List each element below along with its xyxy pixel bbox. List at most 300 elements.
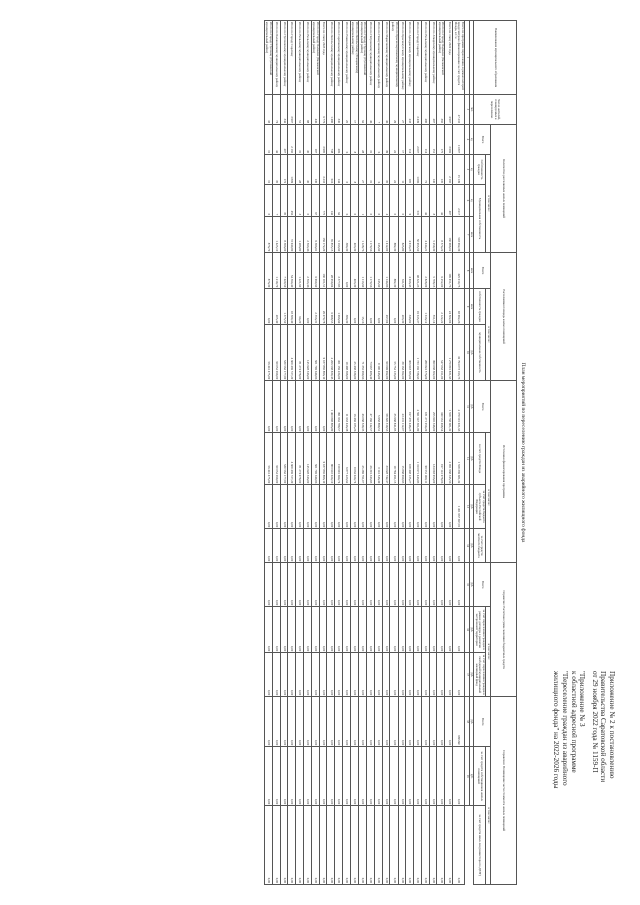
value-cell: 27 bbox=[398, 95, 406, 125]
value-cell: 451 159 234,00 bbox=[335, 325, 343, 381]
value-cell: 876,70 bbox=[264, 217, 272, 253]
value-cell: 0,00 bbox=[280, 381, 288, 433]
value-cell: 0,00 bbox=[272, 563, 280, 607]
value-cell: 7 020,50 bbox=[280, 253, 288, 289]
value-cell: 0,00 bbox=[445, 806, 453, 885]
col-header-area-group: Расселяемая площадь жилых помещений bbox=[491, 253, 517, 381]
value-cell: 530 562 177,00 bbox=[280, 325, 288, 381]
value-cell: 340 561 498,54 bbox=[437, 381, 445, 433]
unit-cell: ед. bbox=[469, 155, 474, 185]
value-cell: 106 451,76 bbox=[445, 253, 453, 289]
value-cell: 42 bbox=[437, 185, 445, 217]
value-cell: 0,00 bbox=[437, 747, 445, 806]
column-number-cell: 1 bbox=[465, 21, 470, 95]
value-cell: 16 466 185,26 bbox=[350, 381, 358, 433]
header-line: "Переселение граждан из аварийного bbox=[561, 671, 570, 786]
col-header-area-private: собственность граждан bbox=[474, 289, 486, 325]
table-row bbox=[445, 21, 453, 885]
value-cell: 2 951 968 345,56 bbox=[445, 433, 453, 485]
municipality-name-cell: Итого по Городу Саратову bbox=[288, 21, 296, 95]
value-cell: 0,00 bbox=[390, 289, 398, 325]
value-cell: 0,00 bbox=[311, 607, 319, 653]
value-cell: 22 bbox=[390, 155, 398, 185]
value-cell: 0,00 bbox=[343, 485, 351, 529]
value-cell: 0,00 bbox=[280, 563, 288, 607]
value-cell: 4 444,21 bbox=[421, 217, 429, 253]
value-cell: 0,00 bbox=[350, 697, 358, 747]
value-cell: 0,00 bbox=[429, 529, 437, 563]
value-cell: 1 425,10 bbox=[272, 217, 280, 253]
value-cell: 0,00 bbox=[303, 697, 311, 747]
value-cell: 738 bbox=[327, 125, 335, 155]
col-header-ref-comp-b: за счет средств иных лиц (инвестора по ДРЗТ) bbox=[474, 806, 486, 885]
value-cell: 9 100 446,00 bbox=[374, 325, 382, 381]
value-cell: 0,00 bbox=[319, 563, 327, 607]
value-cell: 17 bbox=[398, 125, 406, 155]
value-cell: 0,00 bbox=[296, 485, 304, 529]
value-cell: 0,00 bbox=[367, 563, 375, 607]
value-cell: 531 bbox=[414, 185, 422, 217]
col-header-name: Наименование муниципального образования bbox=[474, 21, 517, 95]
table-row bbox=[414, 21, 422, 885]
value-cell: 0,00 bbox=[382, 563, 390, 607]
value-cell: 31 bbox=[296, 125, 304, 155]
value-cell: 0,00 bbox=[367, 485, 375, 529]
column-number-cell: 11 bbox=[465, 381, 470, 433]
value-cell: 26 301 343,83 bbox=[367, 433, 375, 485]
value-cell: 0,00 bbox=[382, 607, 390, 653]
value-cell: 15,16 bbox=[358, 289, 366, 325]
value-cell: 1 558 738 681,32 bbox=[445, 381, 453, 433]
value-cell: 0,00 bbox=[280, 806, 288, 885]
value-cell: 0,00 bbox=[382, 806, 390, 885]
value-cell: 9 396,91 bbox=[311, 217, 319, 253]
unit-cell: кв.м bbox=[469, 217, 474, 253]
value-cell: 0,00 bbox=[280, 485, 288, 529]
municipality-name-cell: Итого по Петровскому муниципальному району bbox=[367, 21, 375, 95]
value-cell: 0,00 bbox=[437, 806, 445, 885]
value-cell: 0,00 bbox=[437, 697, 445, 747]
header-line: жилищного фонда" на 2022-2026 годы bbox=[552, 671, 561, 789]
value-cell: 882,30 bbox=[390, 217, 398, 253]
value-cell: 1 733 136 738,63 bbox=[414, 325, 422, 381]
value-cell: 5 708,15 bbox=[429, 253, 437, 289]
column-number-cell: 13 bbox=[465, 485, 470, 529]
value-cell: 29 070,78 bbox=[319, 289, 327, 325]
unit-cell: руб. bbox=[469, 529, 474, 563]
value-cell: 134 093 956,00 bbox=[429, 433, 437, 485]
unit-cell: кв.м bbox=[469, 289, 474, 325]
value-cell: 403,30 bbox=[350, 253, 358, 289]
value-cell: 31 bbox=[367, 125, 375, 155]
municipality-name-cell: Итого по Вольскому муниципальному району bbox=[303, 21, 311, 95]
value-cell: 0,00 bbox=[414, 529, 422, 563]
value-cell: 28 959,84 bbox=[327, 253, 335, 289]
value-cell: 1 412,00 bbox=[382, 217, 390, 253]
value-cell: 50 955,50 bbox=[414, 217, 422, 253]
value-cell: 0,00 bbox=[319, 485, 327, 529]
col-header-count-total: Всего bbox=[474, 125, 491, 155]
value-cell: 45 bbox=[303, 125, 311, 155]
value-cell: 151 bbox=[429, 125, 437, 155]
value-cell: 54 364,40 bbox=[288, 253, 296, 289]
value-cell: 19 784 291,15 bbox=[390, 433, 398, 485]
unit-cell: ед. bbox=[469, 185, 474, 217]
value-cell: 8 bbox=[350, 155, 358, 185]
table-row bbox=[319, 21, 327, 885]
col-header-fin-region: за счет средств бюджета субъекта Российской Федерации bbox=[474, 485, 486, 529]
column-number-cell: 19 bbox=[465, 747, 470, 806]
value-cell: 0,00 bbox=[288, 485, 296, 529]
value-cell: 0,00 bbox=[437, 563, 445, 607]
col-header-people: Число жителей, планируемых к переселению bbox=[474, 95, 517, 125]
unit-cell: руб. bbox=[469, 433, 474, 485]
value-cell: 0,00 bbox=[374, 747, 382, 806]
col-header-ref-budget-group: Справочно: Расчетная сумма экономии бюджетных средств bbox=[491, 563, 517, 697]
value-cell: 0,00 bbox=[335, 747, 343, 806]
value-cell: 9 187 865 896,10 bbox=[319, 325, 327, 381]
table-row bbox=[390, 21, 398, 885]
value-cell: 0,00 bbox=[280, 529, 288, 563]
value-cell: 0,00 bbox=[367, 806, 375, 885]
table-row bbox=[296, 21, 304, 885]
col-header-fin-incl: в том числе: bbox=[486, 433, 491, 563]
col-header-area-incl: в том числе: bbox=[486, 289, 491, 381]
value-cell: 2 828,09 bbox=[421, 253, 429, 289]
value-cell: 456 bbox=[288, 185, 296, 217]
value-cell: 1 170,56 bbox=[367, 253, 375, 289]
column-number-cell: 18 bbox=[465, 697, 470, 747]
value-cell: 114 bbox=[406, 125, 414, 155]
value-cell: 0,00 bbox=[280, 747, 288, 806]
value-cell: 23 231 112,07 bbox=[398, 381, 406, 433]
value-cell: 0,00 bbox=[382, 653, 390, 697]
table-row bbox=[335, 21, 343, 885]
value-cell: 42 bbox=[421, 185, 429, 217]
unit-cell: ед. bbox=[469, 125, 474, 155]
value-cell: 0,00 bbox=[421, 485, 429, 529]
value-cell: 0,00 bbox=[327, 806, 335, 885]
value-cell: 64,20 bbox=[296, 289, 304, 325]
value-cell: 0,00 bbox=[390, 529, 398, 563]
municipality-name-cell: Итого по Саратовскому муниципальному району bbox=[335, 21, 343, 95]
value-cell: 108 448 135,27 bbox=[406, 433, 414, 485]
value-cell: 0 bbox=[350, 185, 358, 217]
value-cell: 3 bbox=[296, 185, 304, 217]
value-cell: 9 032 024,74 bbox=[350, 433, 358, 485]
value-cell: 90 052 069,00 bbox=[272, 433, 280, 485]
value-cell: 18 580,40 bbox=[288, 289, 296, 325]
value-cell: 130 bbox=[311, 155, 319, 185]
value-cell: 0,00 bbox=[429, 697, 437, 747]
value-cell: 233 bbox=[406, 95, 414, 125]
value-cell: 0,00 bbox=[382, 485, 390, 529]
value-cell: 365 bbox=[437, 95, 445, 125]
value-cell: 1 bbox=[358, 185, 366, 217]
value-cell: 0,00 bbox=[414, 697, 422, 747]
value-cell: 7 bbox=[374, 95, 382, 125]
col-header-count-municipal: Муниципальная собственность bbox=[474, 185, 486, 253]
value-cell: 145 928 346,00 bbox=[303, 325, 311, 381]
value-cell: 775 bbox=[319, 185, 327, 217]
value-cell: 825,80 bbox=[398, 217, 406, 253]
table-row bbox=[288, 21, 296, 885]
value-cell: 0 bbox=[398, 185, 406, 217]
value-cell: 0,00 bbox=[303, 289, 311, 325]
value-cell: 15 139 bbox=[453, 155, 465, 185]
value-cell: 342 bbox=[280, 95, 288, 125]
value-cell: 1 286,80 bbox=[296, 217, 304, 253]
value-cell: 0,00 bbox=[311, 485, 319, 529]
municipality-name-cell: Итого по Балашовскому муниципальному району bbox=[272, 21, 280, 95]
value-cell: 0,00 bbox=[343, 563, 351, 607]
value-cell: 0 bbox=[343, 155, 351, 185]
value-cell: 0,00 bbox=[429, 563, 437, 607]
value-cell: 1 128,76 bbox=[358, 217, 366, 253]
value-cell: 11 807 bbox=[453, 125, 465, 155]
table-row bbox=[382, 21, 390, 885]
value-cell: 0,00 bbox=[343, 747, 351, 806]
value-cell: 0,00 bbox=[429, 607, 437, 653]
col-header-ref-comp-total: Всего bbox=[474, 697, 491, 747]
value-cell: 0,00 bbox=[406, 806, 414, 885]
value-cell: 6 998,55 bbox=[327, 289, 335, 325]
value-cell: 0,00 bbox=[350, 289, 358, 325]
table-row bbox=[437, 21, 445, 885]
value-cell: 46 068 539,35 bbox=[358, 381, 366, 433]
value-cell: 197 141 978,06 bbox=[437, 433, 445, 485]
value-cell: 0,00 bbox=[367, 653, 375, 697]
column-number-cell: 5 bbox=[465, 155, 470, 185]
value-cell: 56 441 475,00 bbox=[264, 325, 272, 381]
value-cell: 0,00 bbox=[303, 563, 311, 607]
value-cell: 1 270 801 831,63 bbox=[445, 325, 453, 381]
value-cell: 0,00 bbox=[453, 747, 465, 806]
value-cell: 51 bbox=[296, 95, 304, 125]
table-row bbox=[453, 21, 465, 885]
value-cell: 0,00 bbox=[453, 806, 465, 885]
header-line: к областной адресной программе bbox=[569, 671, 578, 773]
value-cell: 0,00 bbox=[350, 747, 358, 806]
value-cell: 0,00 bbox=[327, 485, 335, 529]
value-cell: 0,00 bbox=[390, 607, 398, 653]
value-cell: 1 313 971 443,83 bbox=[414, 433, 422, 485]
value-cell: 0,00 bbox=[445, 563, 453, 607]
value-cell: 8 bbox=[350, 125, 358, 155]
value-cell: 0,00 bbox=[437, 485, 445, 529]
col-header-fin-total: Всего bbox=[474, 381, 491, 433]
municipality-name-cell: Итого по Вольскому муниципальному району bbox=[296, 21, 304, 95]
value-cell: 0,00 bbox=[374, 529, 382, 563]
value-cell: 58 320 319,53 bbox=[382, 381, 390, 433]
value-cell: 46 bbox=[367, 95, 375, 125]
value-cell: 6 776 bbox=[319, 95, 327, 125]
municipality-name-cell: Итого по Городу Пугачеву (Пугачевский муниципальный район) bbox=[264, 21, 272, 95]
value-cell: 0,00 bbox=[398, 607, 406, 653]
value-cell: 3 377,83 bbox=[335, 253, 343, 289]
value-cell: 0,00 bbox=[343, 607, 351, 653]
value-cell: 159 991 664,74 bbox=[335, 433, 343, 485]
value-cell: 2 122,22 bbox=[437, 289, 445, 325]
value-cell: #ЗНАЧ! bbox=[453, 697, 465, 747]
value-cell: 0,00 bbox=[280, 607, 288, 653]
value-cell: 207 bbox=[280, 125, 288, 155]
col-header-ref-comp-group: Справочно: Возмещение части стоимости жилых помещений bbox=[491, 697, 517, 885]
value-cell: 81 274 978,00 bbox=[296, 325, 304, 381]
value-cell: 0,00 bbox=[319, 529, 327, 563]
value-cell: 99 551 499,11 bbox=[421, 433, 429, 485]
value-cell: 0,00 bbox=[327, 563, 335, 607]
value-cell: 0,00 bbox=[343, 806, 351, 885]
value-cell: 0,00 bbox=[288, 747, 296, 806]
value-cell: 0,00 bbox=[374, 289, 382, 325]
unit-cell: руб. bbox=[469, 697, 474, 747]
municipality-name-cell: Итого по Краснопартизанскому муниципальному району bbox=[390, 21, 398, 95]
value-cell: 46 bbox=[382, 95, 390, 125]
value-cell: 0,00 bbox=[398, 529, 406, 563]
municipality-name-cell: Всего по программе переселения, в рамках которой предусмотрено финансирование за счет средств Фонда, в т.ч.: bbox=[453, 21, 465, 95]
value-cell: 384,30 bbox=[343, 289, 351, 325]
value-cell: 0,00 bbox=[264, 563, 272, 607]
table-row bbox=[429, 21, 437, 885]
col-header-area-municipal: муниципальная собственность bbox=[474, 325, 486, 381]
value-cell: 62 bbox=[358, 95, 366, 125]
value-cell: 130 998,02 bbox=[445, 217, 453, 253]
value-cell: 0,00 bbox=[421, 747, 429, 806]
value-cell: 0,00 bbox=[335, 697, 343, 747]
value-cell: 0,00 bbox=[421, 653, 429, 697]
value-cell: 391 932 789,57 bbox=[335, 381, 343, 433]
value-cell: 0,00 bbox=[296, 653, 304, 697]
value-cell: 0,00 bbox=[367, 607, 375, 653]
value-cell: 2 007 bbox=[414, 125, 422, 155]
value-cell: 0,00 bbox=[414, 806, 422, 885]
value-cell: 403,30 bbox=[350, 217, 358, 253]
municipality-name-cell: Итого по Энгельсскому (Ртищевскому) муниципальному району bbox=[350, 21, 358, 95]
value-cell: 882,30 bbox=[390, 253, 398, 289]
value-cell: 0,00 bbox=[358, 607, 366, 653]
value-cell: 0,00 bbox=[374, 697, 382, 747]
value-cell: 497 bbox=[445, 185, 453, 217]
value-cell: 0,00 bbox=[358, 806, 366, 885]
value-cell: 0,00 bbox=[343, 253, 351, 289]
value-cell: 0,00 bbox=[421, 697, 429, 747]
unit-cell: кв.м bbox=[469, 253, 474, 289]
rotated-page bbox=[88, 20, 630, 885]
value-cell: 0,00 bbox=[421, 607, 429, 653]
value-cell: 0,00 bbox=[406, 563, 414, 607]
value-cell: 0,00 bbox=[335, 806, 343, 885]
value-cell: 876,30 bbox=[264, 253, 272, 289]
municipality-name-cell: Итого по Аткарскому муниципальному району bbox=[429, 21, 437, 95]
value-cell: 181 271 059,29 bbox=[421, 381, 429, 433]
value-cell: 0,00 bbox=[264, 289, 272, 325]
value-cell: 0,00 bbox=[421, 806, 429, 885]
municipality-name-cell: Итого по Энгельсскому муниципальному району bbox=[327, 21, 335, 95]
value-cell: 0,00 bbox=[264, 653, 272, 697]
value-cell: 8 bbox=[429, 185, 437, 217]
municipality-name-cell: Итого по Вольскому муниципальному району bbox=[421, 21, 429, 95]
col-header-ref-comp-incl: в том числе: bbox=[486, 747, 491, 885]
value-cell: 73 967 486,40 bbox=[367, 325, 375, 381]
col-header-fin-group: Источники финансирования программы bbox=[491, 381, 517, 563]
value-cell: 425 010,75 bbox=[453, 253, 465, 289]
value-cell: 0,00 bbox=[350, 485, 358, 529]
value-cell: 0,00 bbox=[319, 381, 327, 433]
value-cell: 0,00 bbox=[445, 747, 453, 806]
value-cell: 0,00 bbox=[358, 529, 366, 563]
value-cell: 1 066,69 bbox=[335, 289, 343, 325]
units-row bbox=[469, 21, 474, 885]
value-cell: 0,00 bbox=[296, 381, 304, 433]
value-cell: 0,00 bbox=[272, 653, 280, 697]
value-cell: 297 bbox=[429, 95, 437, 125]
municipality-name-cell: Итого по Городу Пугачеву (Пугачевский муниципальный район) bbox=[358, 21, 366, 95]
value-cell: 6 bbox=[374, 155, 382, 185]
value-cell: 197 470 448,25 bbox=[406, 381, 414, 433]
value-cell: 0,00 bbox=[453, 607, 465, 653]
value-cell: 1 375,50 bbox=[280, 289, 288, 325]
value-cell: 0,00 bbox=[374, 607, 382, 653]
value-cell: 0,00 bbox=[414, 607, 422, 653]
unit-cell: чел. bbox=[469, 95, 474, 125]
value-cell: 0,00 bbox=[358, 747, 366, 806]
value-cell: 2 165 bbox=[288, 125, 296, 155]
value-cell: 0,00 bbox=[429, 747, 437, 806]
value-cell: 2 563,46 bbox=[303, 253, 311, 289]
value-cell: 56 441 475,00 bbox=[264, 433, 272, 485]
value-cell: 3 997 bbox=[288, 95, 296, 125]
value-cell: 15 bbox=[264, 125, 272, 155]
value-cell: 1 221,60 bbox=[296, 253, 304, 289]
column-number-cell: 16 bbox=[465, 607, 470, 653]
value-cell: 267,04 bbox=[382, 289, 390, 325]
table-row bbox=[264, 21, 272, 885]
col-header-area-total: Всего bbox=[474, 253, 491, 289]
value-cell: 2 165 bbox=[445, 155, 453, 185]
value-cell: 35 968 841,85 bbox=[390, 381, 398, 433]
value-cell: 4 913,25 bbox=[406, 217, 414, 253]
value-cell: 15 bbox=[264, 155, 272, 185]
value-cell: 2 266 538 830,45 bbox=[327, 325, 335, 381]
value-cell: 0,00 bbox=[264, 806, 272, 885]
value-cell: 11 633 446,38 bbox=[343, 381, 351, 433]
value-cell: 0,00 bbox=[437, 653, 445, 697]
value-cell: 9 bbox=[406, 185, 414, 217]
value-cell: 3 439 bbox=[414, 95, 422, 125]
value-cell: 1 463 808 886,80 bbox=[327, 381, 335, 433]
value-cell: 35 bbox=[382, 155, 390, 185]
value-cell: 0,00 bbox=[335, 529, 343, 563]
value-cell: 0,00 bbox=[288, 529, 296, 563]
value-cell: 145 928 346,00 bbox=[303, 433, 311, 485]
column-number-cell: 14 bbox=[465, 529, 470, 563]
value-cell: 11 bbox=[398, 155, 406, 185]
value-cell: 142 bbox=[327, 185, 335, 217]
value-cell: 4 466,43 bbox=[406, 253, 414, 289]
value-cell: 0,00 bbox=[429, 485, 437, 529]
table-row bbox=[303, 21, 311, 885]
value-cell: 0,00 bbox=[319, 607, 327, 653]
header-line: от 29 ноября 2022 года № 1159-П bbox=[590, 671, 599, 773]
appendix-header bbox=[552, 671, 616, 881]
table-body bbox=[264, 21, 474, 885]
value-cell: 15 868 060,93 bbox=[398, 433, 406, 485]
value-cell: 0,00 bbox=[406, 607, 414, 653]
value-cell: 48 321,23 bbox=[414, 253, 422, 289]
value-cell: 0,00 bbox=[398, 806, 406, 885]
value-cell: 0,00 bbox=[272, 697, 280, 747]
